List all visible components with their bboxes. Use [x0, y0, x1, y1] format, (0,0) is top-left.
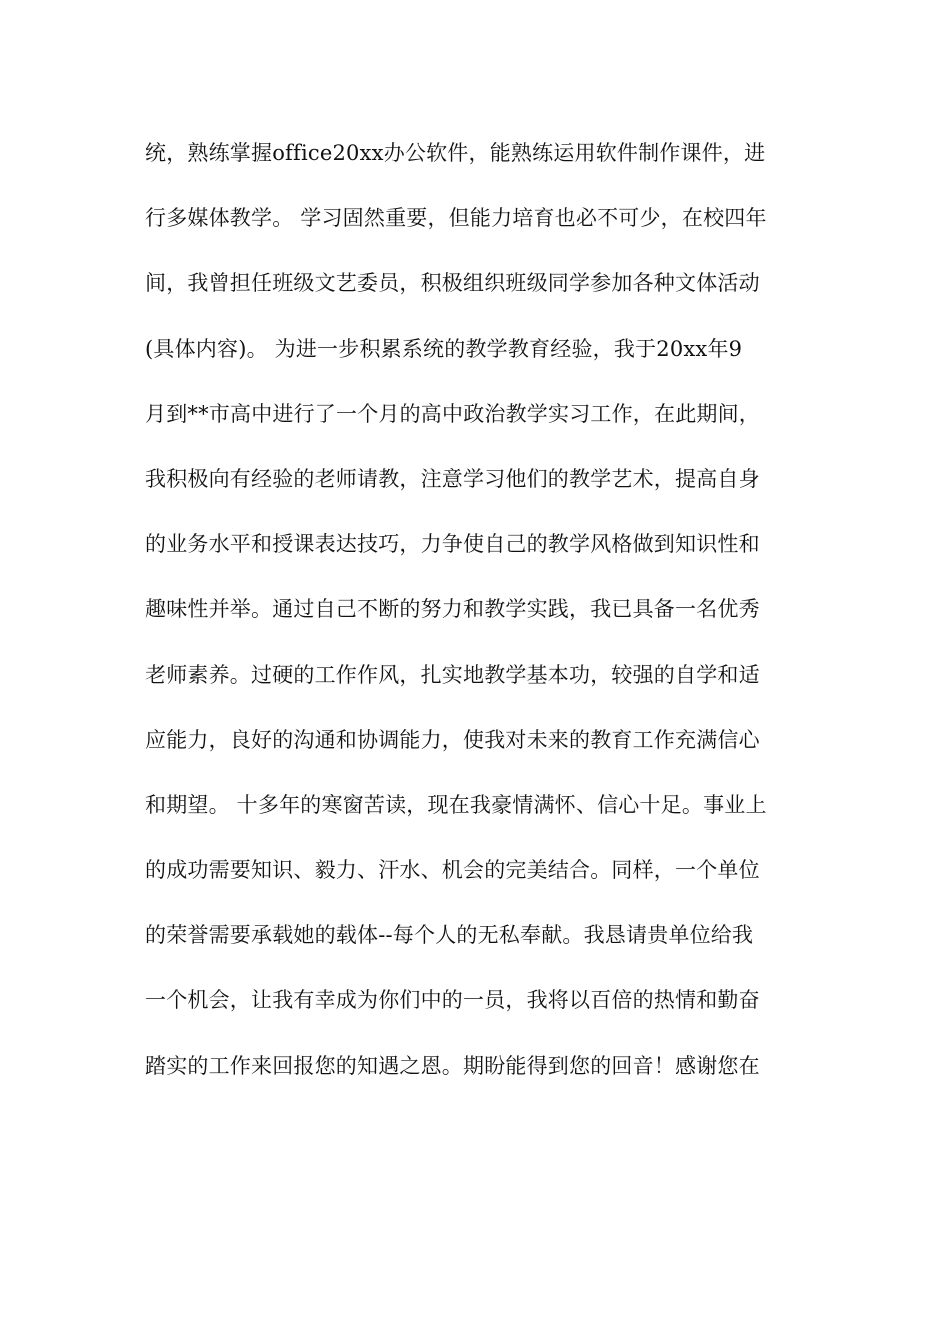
text-line-5: 月到**市高中进行了一个月的高中政治教学实习工作，在此期间，	[145, 401, 760, 426]
document-body-text	[145, 131, 815, 1109]
text-line-11: 和期望。 十多年的寒窗苦读，现在我豪情满怀、信心十足。事业上	[145, 792, 767, 817]
text-line-6: 我积极向有经验的老师请教，注意学习他们的教学艺术，提高自身	[145, 466, 760, 491]
text-line-1: 统，熟练掌握office20xx办公软件，能熟练运用软件制作课件，进	[145, 141, 766, 165]
text-line-7: 的业务水平和授课表达技巧，力争使自己的教学风格做到知识性和	[145, 532, 760, 557]
text-line-3: 间，我曾担任班级文艺委员，积极组织班级同学参加各种文体活动	[145, 271, 760, 296]
text-line-12: 的成功需要知识、毅力、汗水、机会的完美结合。同样，一个单位	[145, 858, 760, 883]
text-line-9: 老师素养。过硬的工作作风，扎实地教学基本功，较强的自学和适	[145, 662, 760, 687]
text-line-4: (具体内容)。 为进一步积累系统的教学教育经验，我于20xx年9	[145, 336, 743, 361]
text-line-10: 应能力，良好的沟通和协调能力，使我对未来的教育工作充满信心	[145, 727, 760, 752]
text-line-8: 趣味性并举。通过自己不断的努力和教学实践，我已具备一名优秀	[145, 597, 760, 622]
text-line-13: 的荣誉需要承载她的载体--每个人的无私奉献。我恳请贵单位给我	[145, 923, 754, 948]
text-line-2: 行多媒体教学。 学习固然重要，但能力培育也必不可少，在校四年	[145, 206, 767, 231]
text-line-14: 一个机会，让我有幸成为你们中的一员，我将以百倍的热情和勤奋	[145, 988, 760, 1013]
text-line-15: 踏实的工作来回报您的知遇之恩。期盼能得到您的回音！感谢您在	[145, 1053, 760, 1078]
